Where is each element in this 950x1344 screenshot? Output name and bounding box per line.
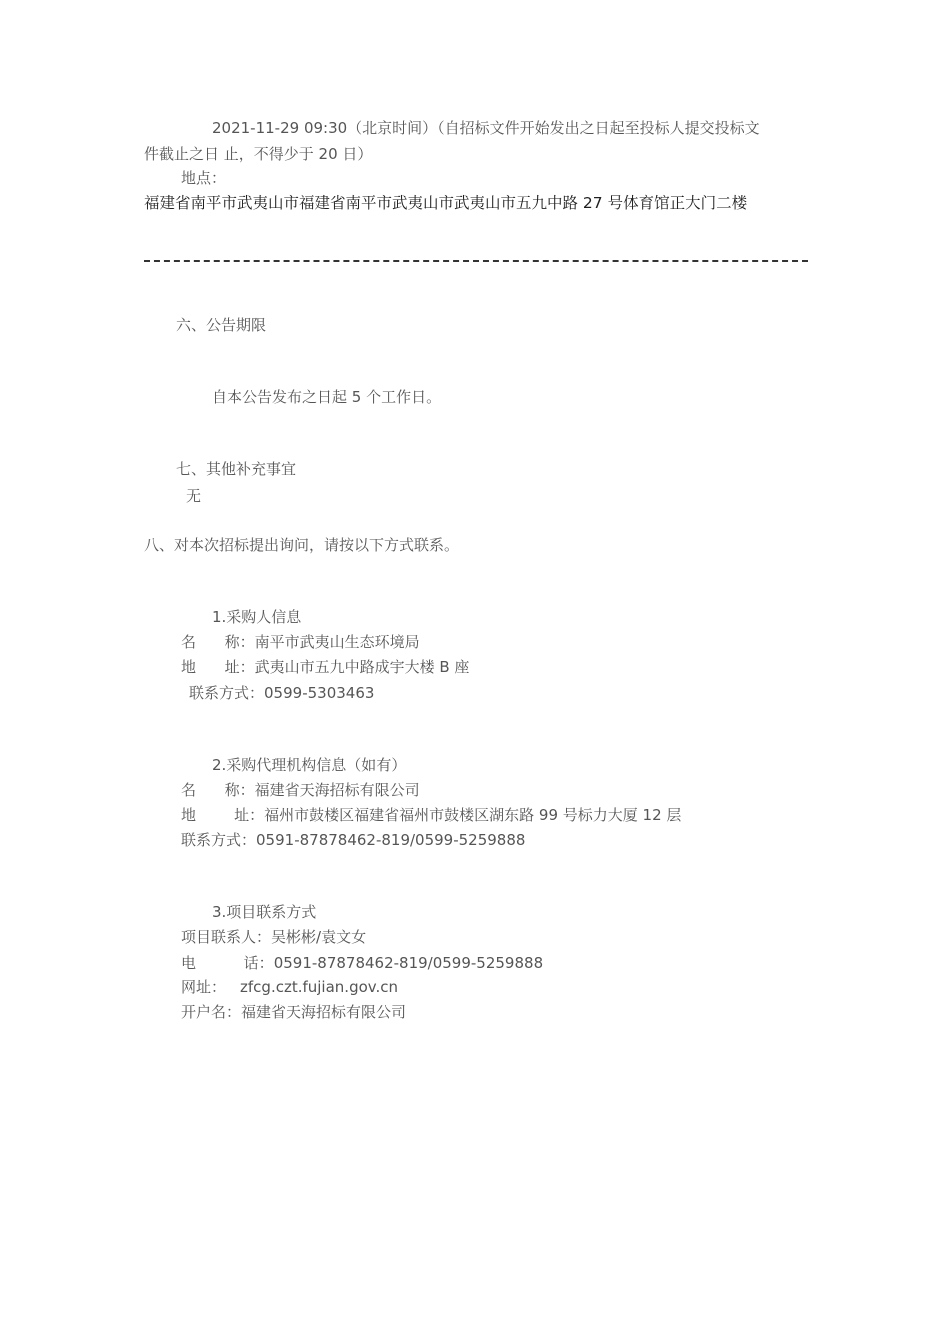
agency-name-label: 名 称： <box>181 781 255 799</box>
project-account-label: 开户名： <box>181 1003 242 1021</box>
project-website-value: zfcg.czt.fujian.gov.cn <box>240 978 398 996</box>
agency-name-value: 福建省天海招标有限公司 <box>254 781 420 799</box>
location-value: 福建省南平市武夷山市福建省南平市武夷山市武夷山市五九中路 27 号体育馆正大门二楼 <box>144 194 748 212</box>
section7-content: 无 <box>186 487 202 505</box>
project-website-row <box>181 977 398 997</box>
purchaser-heading: 1.采购人信息 <box>212 608 302 626</box>
agency-name-row <box>181 780 420 800</box>
dashed-divider <box>144 260 808 262</box>
section6-title: 六、公告期限 <box>176 316 267 334</box>
purchaser-contact-label: 联系方式： <box>189 684 265 702</box>
agency-contact-value: 0591-87878462-819/0599-5259888 <box>256 831 526 849</box>
deadline-line-2: 件截止之日 止，不得少于 20 日） <box>144 145 373 163</box>
agency-addr-label: 地 址： <box>181 806 265 824</box>
agency-addr-value: 福州市鼓楼区福建省福州市鼓楼区湖东路 99 号标力大厦 12 层 <box>264 806 682 824</box>
project-account-row <box>181 1002 406 1022</box>
section6-content: 自本公告发布之日起 5 个工作日。 <box>212 388 442 406</box>
project-person-label: 项目联系人： <box>181 928 272 946</box>
project-account-value: 福建省天海招标有限公司 <box>241 1003 407 1021</box>
section8-title: 八、对本次招标提出询问，请按以下方式联系。 <box>144 536 460 554</box>
purchaser-name-label: 名 称： <box>181 633 255 651</box>
agency-contact-label: 联系方式： <box>181 831 257 849</box>
agency-heading: 2.采购代理机构信息（如有） <box>212 756 407 774</box>
project-heading: 3.项目联系方式 <box>212 903 317 921</box>
purchaser-name-row <box>181 632 420 652</box>
project-person-value: 吴彬彬/袁文女 <box>271 928 367 946</box>
section7-title: 七、其他补充事宜 <box>176 460 297 478</box>
purchaser-addr-label: 地 址： <box>181 658 255 676</box>
deadline-line-1: 2021-11-29 09:30（北京时间）（自招标文件开始发出之日起至投标人提交投标文 <box>212 119 760 137</box>
purchaser-contact-value: 0599-5303463 <box>264 684 375 702</box>
project-phone-row <box>181 953 543 973</box>
purchaser-addr-value: 武夷山市五九中路成宇大楼 B 座 <box>254 658 470 676</box>
project-phone-label: 电 话： <box>181 954 274 972</box>
project-website-label: 网址： <box>181 978 227 996</box>
agency-addr-row <box>181 805 681 825</box>
location-label: 地点： <box>181 169 227 187</box>
purchaser-name-value: 南平市武夷山生态环境局 <box>254 633 420 651</box>
project-person-row <box>181 927 366 947</box>
purchaser-addr-row <box>181 657 469 677</box>
purchaser-contact-row <box>189 683 374 703</box>
project-phone-value: 0591-87878462-819/0599-5259888 <box>273 954 544 972</box>
agency-contact-row <box>181 830 525 850</box>
